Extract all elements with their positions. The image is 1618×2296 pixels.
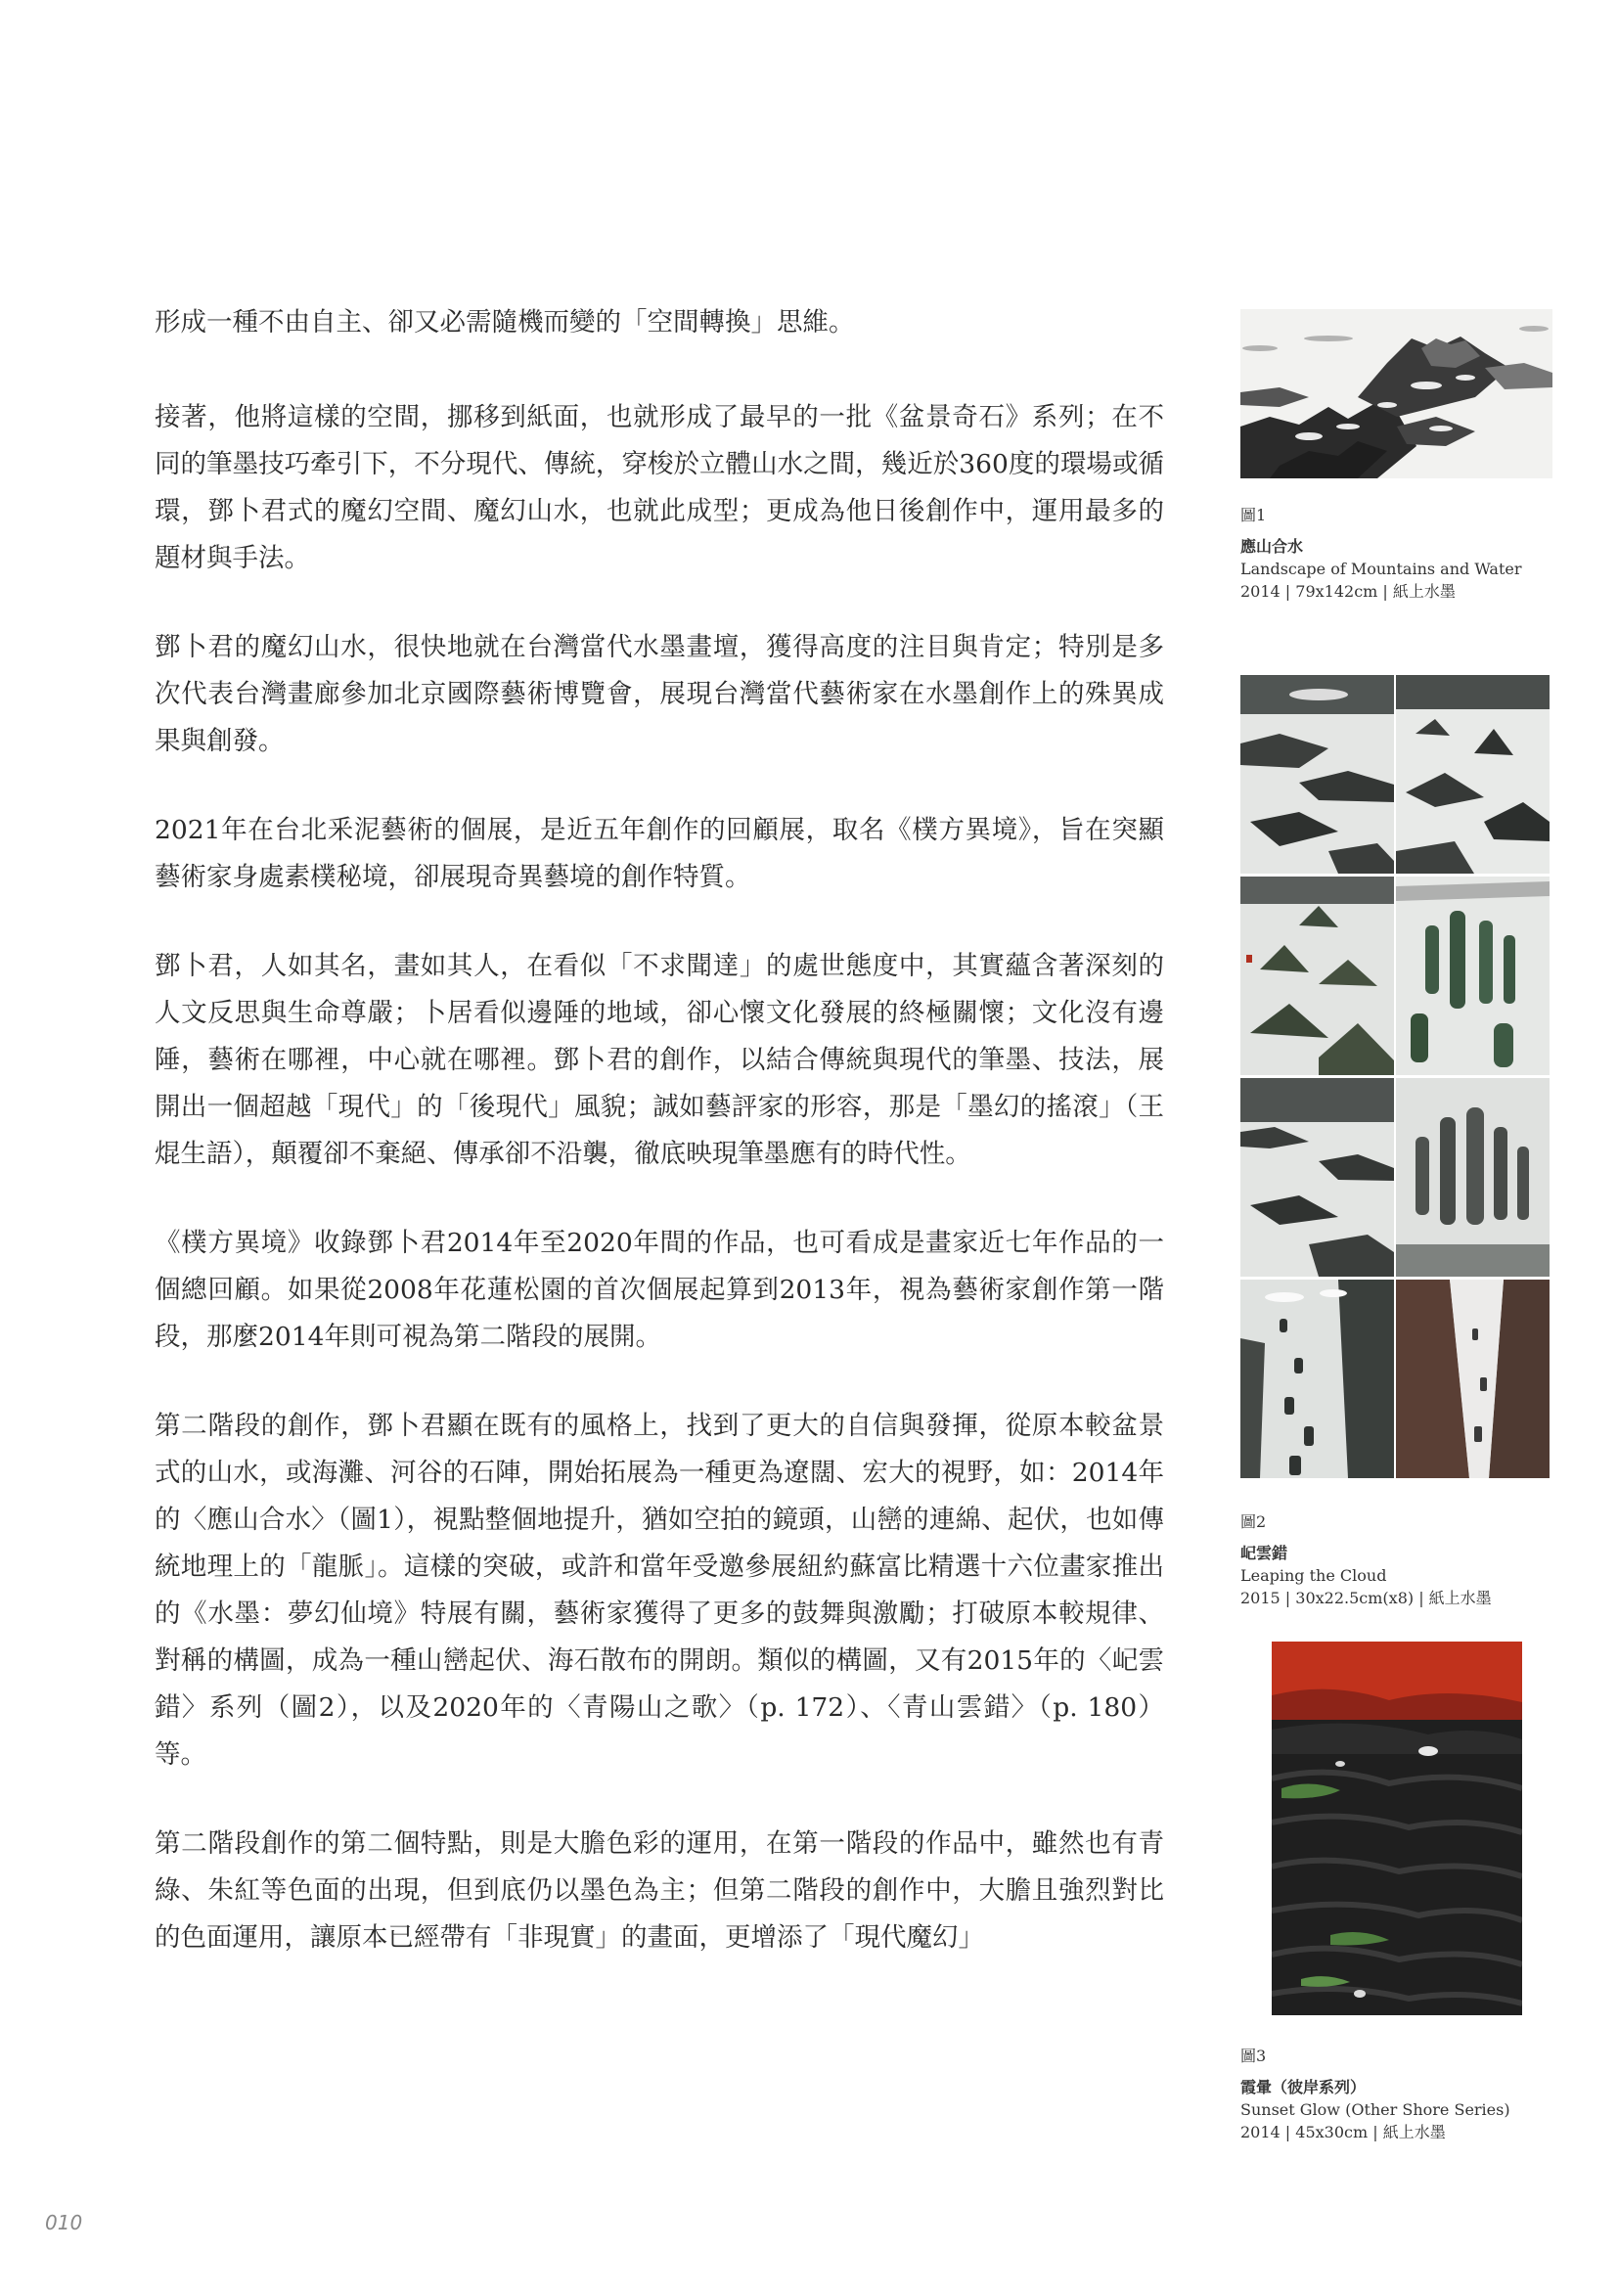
paragraph-5: 鄧卜君，人如其名，畫如其人，在看似「不求聞達」的處世態度中，其實蘊含著深刻的人文反思與生命尊嚴；卜居看似邊陲的地域，卻心懷文化發展的終極關懷；文化沒有邊陲，藝術在哪裡，中心就在哪裡。鄧卜君的創作，以結合傳統與現代的筆墨、技法，展開出一個超越「現代」的「後現代」風貌；誠如藝評家的形容，那是「墨幻的搖滾」（王焜生語），顛覆卻不棄絕、傳承卻不沿襲，徹底映現筆墨應有的時代性。 <box>155 951 1164 1169</box>
figure-3-number: 圖3 <box>1240 2047 1267 2065</box>
figure-1-title-en: Landscape of Mountains and Water <box>1240 560 1522 578</box>
paragraph-2: 接著，他將這樣的空間，挪移到紙面，也就形成了最早的一批《盆景奇石》系列；在不同的筆墨技巧牽引下，不分現代、傳統，穿梭於立體山水之間，幾近於360度的環場或循環，鄧卜君式的魔幻空間、魔幻山水，也就此成型；更成為他日後創作中，運用最多的題材與手法。 <box>155 402 1164 573</box>
paragraph-4: 2021年在台北釆泥藝術的個展，是近五年創作的回顧展，取名《樸方異境》，旨在突顯藝術家身處素樸秘境，卻展現奇異藝境的創作特質。 <box>155 815 1164 892</box>
figure-2-panel-2 <box>1396 675 1550 874</box>
paragraph-3: 鄧卜君的魔幻山水，很快地就在台灣當代水墨畫壇，獲得高度的注目與肯定；特別是多次代表台灣畫廊參加北京國際藝術博覽會，展現台灣當代藝術家在水墨創作上的殊異成果與創發。 <box>155 632 1164 756</box>
figure-3-title: 霞暈（彼岸系列） <box>1240 2078 1367 2096</box>
figure-3-painting <box>1272 1642 1522 2015</box>
figure-3-caption <box>1240 2045 1593 2143</box>
figure-2-meta: 2015 | 30x22.5cm(x8) | 紙上水墨 <box>1240 1589 1492 1607</box>
figure-3-meta: 2014 | 45x30cm | 紙上水墨 <box>1240 2123 1446 2141</box>
figure-3-title-en: Sunset Glow (Other Shore Series) <box>1240 2100 1510 2119</box>
figure-2-number: 圖2 <box>1240 1512 1267 1531</box>
paragraph-1: 形成一種不由自主、卻又必需隨機而變的「空間轉換」思維。 <box>155 307 855 338</box>
paragraph-6: 《樸方異境》收錄鄧卜君2014年至2020年間的作品，也可看成是畫家近七年作品的一個總回顧。如果從2008年花蓮松園的首次個展起算到2013年，視為藝術家創作第一階段，那麼2014年則可視為第二階段的展開。 <box>155 1228 1164 1352</box>
figure-2-title-en: Leaping the Cloud <box>1240 1566 1387 1585</box>
figure-2-panel-7 <box>1240 1280 1394 1478</box>
figure-2-panel-1 <box>1240 675 1394 874</box>
figure-2-caption <box>1240 1510 1573 1609</box>
figure-1-title: 應山合水 <box>1240 537 1304 556</box>
figure-2-title: 屺雲錯 <box>1240 1544 1288 1562</box>
page-number: 010 <box>45 2211 83 2234</box>
figure-1-meta: 2014 | 79x142cm | 紙上水墨 <box>1240 582 1456 601</box>
figure-2-panel-8 <box>1396 1280 1550 1478</box>
paragraph-7: 第二階段的創作，鄧卜君顯在既有的風格上，找到了更大的自信與發揮，從原本較盆景式的山水，或海灘、河谷的石陣，開始拓展為一種更為遼闊、宏大的視野，如：2014年的〈應山合水〉（圖1），視點整個地提升，猶如空拍的鏡頭，山巒的連綿、起伏，也如傳統地理上的「龍脈」。這樣的突破，或許和當年受邀參展紐約蘇富比精選十六位畫家推出的《水墨：夢幻仙境》特展有關，藝術家獲得了更多的鼓舞與激勵；打破原本較規律、對稱的構圖，成為一種山巒起伏、海石散布的開朗。類似的構圖，又有2015年的〈屺雲錯〉系列（圖2），以及2020年的〈青陽山之歌〉（p. 172）、〈青山雲錯〉（p. 180）等。 <box>155 1411 1164 1770</box>
figure-1-caption <box>1240 504 1573 603</box>
figure-1-painting <box>1240 309 1552 478</box>
figure-2-panel-5 <box>1240 1078 1394 1277</box>
article-body <box>155 299 1164 2003</box>
paragraph-8: 第二階段創作的第二個特點，則是大膽色彩的運用，在第一階段的作品中，雖然也有青綠、朱紅等色面的出現，但到底仍以墨色為主；但第二階段的創作中，大膽且強烈對比的色面運用，讓原本已經帶有「非現實」的畫面，更增添了「現代魔幻」 <box>155 1828 1164 1953</box>
figure-2-panel-3 <box>1240 877 1394 1075</box>
figure-1-number: 圖1 <box>1240 506 1267 524</box>
figure-2-panel-6 <box>1396 1078 1550 1277</box>
figure-2-panel-4 <box>1396 877 1550 1075</box>
